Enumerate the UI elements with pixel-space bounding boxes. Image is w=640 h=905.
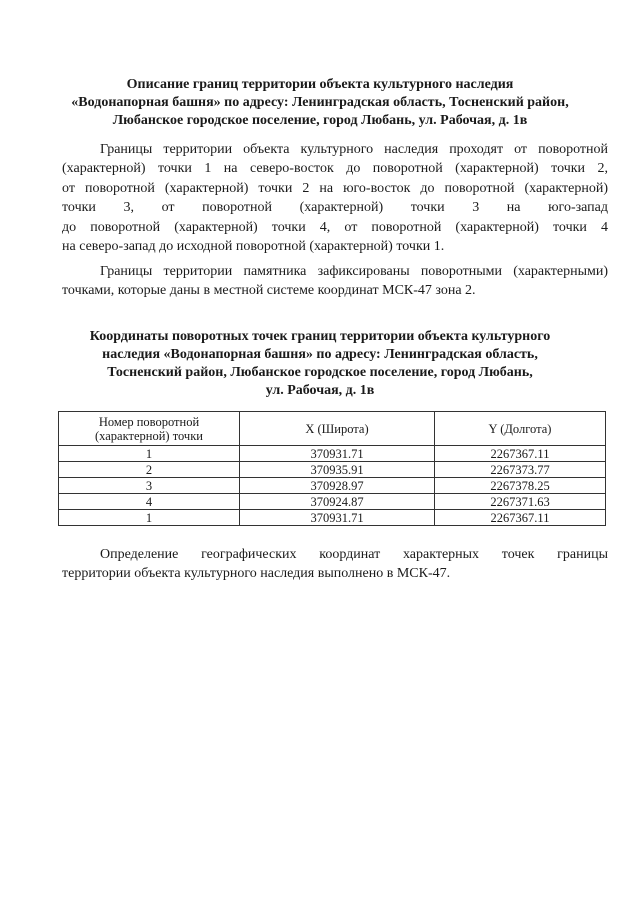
section-title-description (40, 76, 600, 130)
cell-point-number: 3 (59, 478, 240, 494)
cell-point-number: 4 (59, 494, 240, 510)
cell-point-number: 1 (59, 446, 240, 462)
boundary-description-paragraph (62, 140, 608, 256)
title-line: Любанское городское поселение, город Любань, ул. Рабочая, д. 1в (112, 113, 528, 128)
coordinates-table (58, 411, 606, 526)
title-line: наследия «Водонапорная башня» по адресу: Ленинградская область, (102, 347, 538, 362)
cell-point-number: 1 (59, 510, 240, 526)
title-line: Тосненский район, Любанское городское поселение, город Любань, (107, 365, 533, 380)
table-row (59, 494, 606, 510)
table-row (59, 462, 606, 478)
table-row (59, 446, 606, 462)
paragraph-line: точки 3, от поворотной (характерной) точки 3 на юго-запад (62, 200, 608, 216)
table-row (59, 510, 606, 526)
cell-x: 370935.91 (240, 462, 435, 478)
title-line: «Водонапорная башня» по адресу: Ленинградская область, Тосненский район, (71, 95, 569, 110)
title-line: Координаты поворотных точек границ территории объекта культурного (89, 329, 551, 344)
paragraph-line: Определение географических координат характерных точек границы (100, 547, 608, 562)
cell-y: 2267367.11 (435, 510, 606, 526)
paragraph-line: от поворотной (характерной) точки 2 на юго-восток до поворотной (характерной) (62, 180, 608, 196)
method-note-paragraph (62, 545, 608, 584)
cell-y: 2267378.25 (435, 478, 606, 494)
table-header-row (59, 412, 606, 446)
cell-point-number: 2 (59, 462, 240, 478)
paragraph-line: территории объекта культурного наследия выполнено в МСК-47. (62, 566, 451, 582)
cell-y: 2267371.63 (435, 494, 606, 510)
header-point-number-line1: Номер поворотной (98, 414, 200, 429)
table-row (59, 478, 606, 494)
section-title-coordinates (40, 328, 600, 400)
header-point-number (59, 412, 240, 446)
title-line: Описание границ территории объекта культурного наследия (126, 77, 514, 92)
coordinate-system-paragraph (62, 262, 608, 301)
header-x-latitude: X (Широта) (240, 412, 435, 446)
cell-x: 370931.71 (240, 510, 435, 526)
header-point-number-line2: (характерной) точки (95, 428, 203, 443)
cell-x: 370928.97 (240, 478, 435, 494)
paragraph-line: Границы территории памятника зафиксированы поворотными (характерными) (100, 264, 608, 279)
title-line: ул. Рабочая, д. 1в (265, 383, 375, 398)
paragraph-line: точками, которые даны в местной системе координат МСК-47 зона 2. (62, 283, 476, 299)
paragraph-line: (характерной) точки 1 на северо-восток до поворотной (характерной) точки 2, (62, 161, 608, 177)
cell-x: 370924.87 (240, 494, 435, 510)
cell-x: 370931.71 (240, 446, 435, 462)
cell-y: 2267373.77 (435, 462, 606, 478)
paragraph-line: на северо-запад до исходной поворотной (характерной) точки 1. (62, 239, 445, 255)
paragraph-line: Границы территории объекта культурного наследия проходят от поворотной (100, 142, 608, 157)
paragraph-line: до поворотной (характерной) точки 4, от поворотной (характерной) точки 4 (62, 219, 608, 235)
header-y-longitude: Y (Долгота) (435, 412, 606, 446)
cell-y: 2267367.11 (435, 446, 606, 462)
